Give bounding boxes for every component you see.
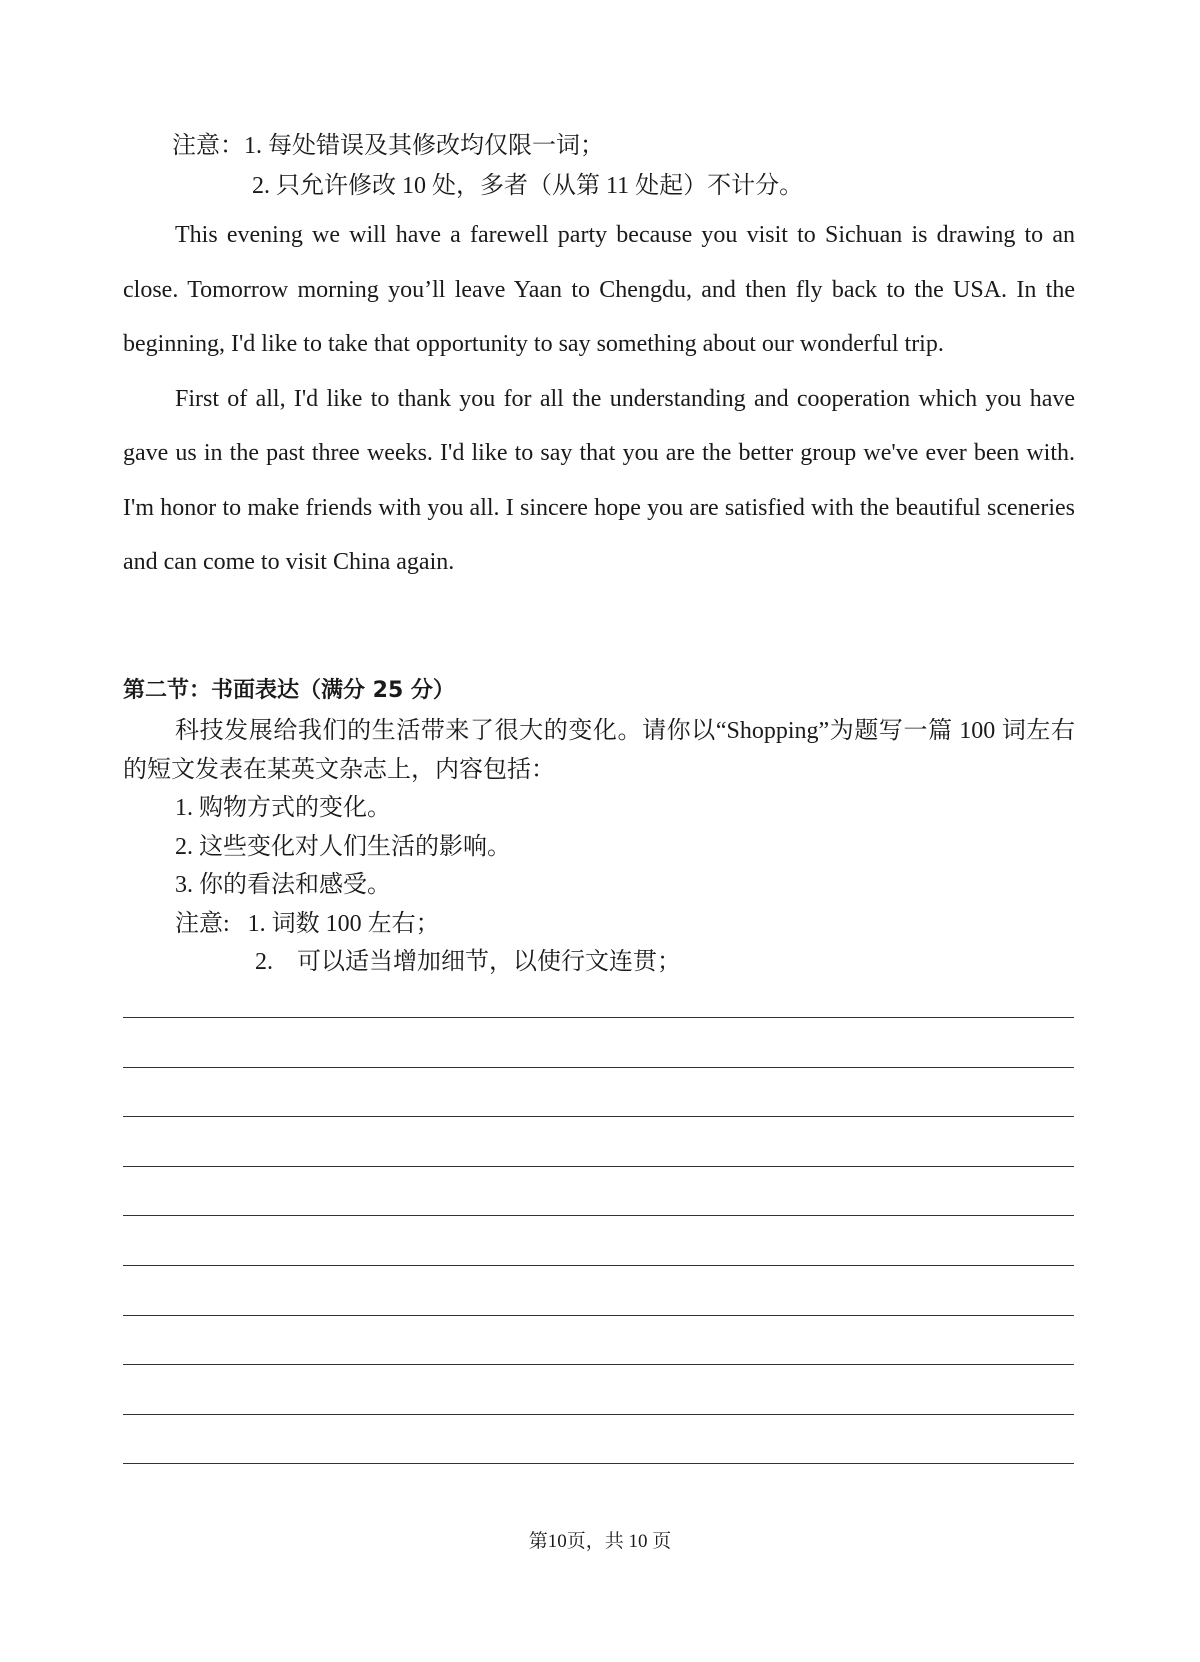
prompt-item-2: 2. 这些变化对人们生活的影响。 <box>175 833 511 860</box>
answer-line[interactable] <box>123 1463 1074 1464</box>
prompt-note-2: 2. 可以适当增加细节，以使行文连贯； <box>255 949 681 975</box>
prompt-item-3: 3. 你的看法和感受。 <box>175 872 391 898</box>
correction-notes <box>172 126 803 206</box>
page-footer: 第10页，共 10 页 <box>528 1531 672 1552</box>
answer-line[interactable] <box>123 1364 1074 1365</box>
note-line-1: 注意：1. 每处错误及其修改均仅限一词； <box>172 133 604 159</box>
answer-line[interactable] <box>123 1017 1074 1018</box>
answer-line[interactable] <box>123 1116 1074 1117</box>
answer-line[interactable] <box>123 1414 1074 1415</box>
answer-line[interactable] <box>123 1067 1074 1068</box>
passage-paragraph-1: This evening we will have a farewell party because you visit to Sichuan is drawing to an close. Tomorrow morning you’ll leave Yaan to Chengdu, and then fly back to the USA. In the beginning, I'd like to take that opportunity to say something about our wonderful trip. <box>123 222 1075 357</box>
prompt-item-1: 1. 购物方式的变化。 <box>175 795 391 821</box>
note-line-2: 2. 只允许修改 10 处，多者（从第 11 处起）不计分。 <box>252 173 804 199</box>
writing-prompt <box>123 712 1075 982</box>
prompt-intro: 科技发展给我们的生活带来了很大的变化。请你以“Shopping”为题写一篇 100 词左右的短文发表在某英文杂志上，内容包括： <box>123 718 1075 783</box>
answer-line[interactable] <box>123 1215 1074 1216</box>
answer-line[interactable] <box>123 1265 1074 1266</box>
passage-paragraph-2: First of all, I'd like to thank you for all the understanding and cooperation which you have gave us in the past three weeks. I'd like to say that you are the better group we've ever been with. I'm honor to make friends with you all. I sincere hope you are satisfied with the beautiful sceneries and can come to visit China again. <box>123 385 1075 575</box>
answer-line[interactable] <box>123 1166 1074 1167</box>
section-title: 第二节：书面表达（满分 25 分） <box>123 678 455 703</box>
answer-area[interactable] <box>123 1017 1074 1513</box>
answer-line[interactable] <box>123 1315 1074 1316</box>
error-correction-passage <box>123 208 1075 590</box>
prompt-note-1: 注意: 1. 词数 100 左右； <box>175 910 440 937</box>
